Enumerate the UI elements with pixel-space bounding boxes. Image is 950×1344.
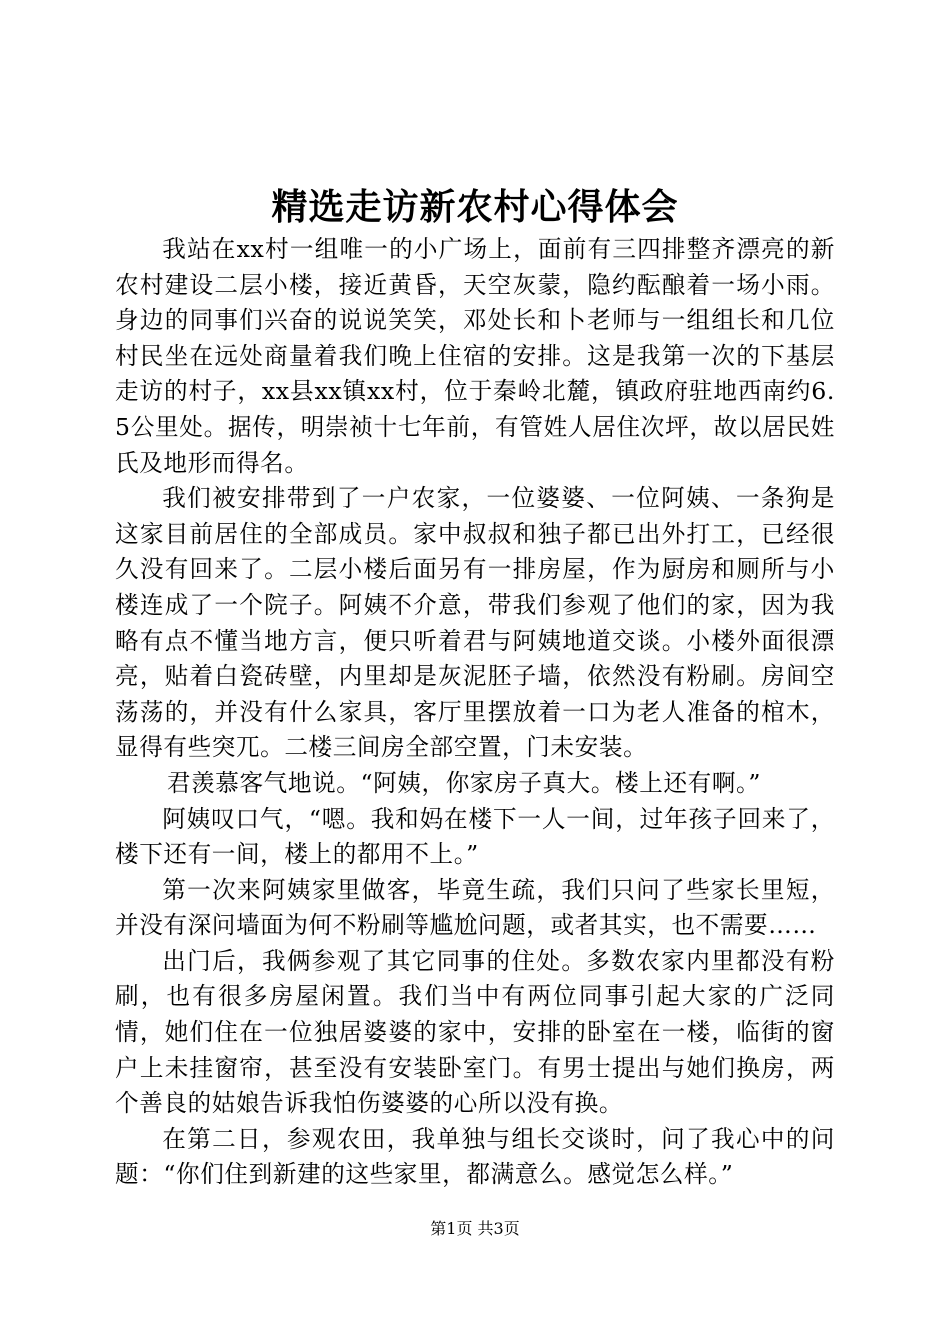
paragraph: 出门后，我俩参观了其它同事的住处。多数农家内里都没有粉刷，也有很多房屋闲置。我们当中有两位同事引起大家的广泛同情，她们住在一位独居婆婆的家中，安排的卧室在一楼，临街的窗户上未挂窗帘，甚至没有安装卧室门。有男士提出与她们换房，两个善良的姑娘告诉我怕伤婆婆的心所以没有换。 [115, 946, 835, 1118]
paragraph: 第一次来阿姨家里做客，毕竟生疏，我们只问了些家长里短，并没有深问墙面为何不粉刷等尴尬问题，或者其实，也不需要…… [115, 875, 835, 940]
paragraph: 在第二日，参观农田，我单独与组长交谈时，问了我心中的问题：“你们住到新建的这些家里，都满意么。感觉怎么样。” [115, 1124, 835, 1189]
paragraph: 君羡慕客气地说。“阿姨，你家房子真大。楼上还有啊。” [166, 768, 762, 797]
document-body [115, 232, 835, 1193]
paragraph: 我站在xx村一组唯一的小广场上，面前有三四排整齐漂亮的新农村建设二层小楼，接近黄昏，天空灰蒙，隐约酝酿着一场小雨。身边的同事们兴奋的说说笑笑，邓处长和卜老师与一组组长和几位村民坐在远处商量着我们晚上住宿的安排。这是我第一次的下基层走访的村子，xx县xx镇xx村，位于秦岭北麓，镇政府驻地西南约6.5公里处。据传，明崇祯十七年前，有管姓人居住次坪，故以居民姓氏及地形而得名。 [115, 235, 835, 477]
page-number-footer: 第1页 共3页 [430, 1219, 520, 1238]
document-title: 精选走访新农村心得体会 [271, 187, 679, 228]
paragraph: 我们被安排带到了一户农家，一位婆婆、一位阿姨、一条狗是这家目前居住的全部成员。家中叔叔和独子都已出外打工，已经很久没有回来了。二层小楼后面另有一排房屋，作为厨房和厕所与小楼连成了一个院子。阿姨不介意，带我们参观了他们的家，因为我略有点不懂当地方言，便只听着君与阿姨地道交谈。小楼外面很漂亮，贴着白瓷砖壁，内里却是灰泥胚子墙，依然没有粉刷。房间空荡荡的，并没有什么家具，客厅里摆放着一口为老人准备的棺木，显得有些突兀。二楼三间房全部空置，门未安装。 [115, 484, 835, 762]
paragraph: 阿姨叹口气，“嗯。我和妈在楼下一人一间，过年孩子回来了，楼下还有一间，楼上的都用不上。” [115, 804, 835, 869]
